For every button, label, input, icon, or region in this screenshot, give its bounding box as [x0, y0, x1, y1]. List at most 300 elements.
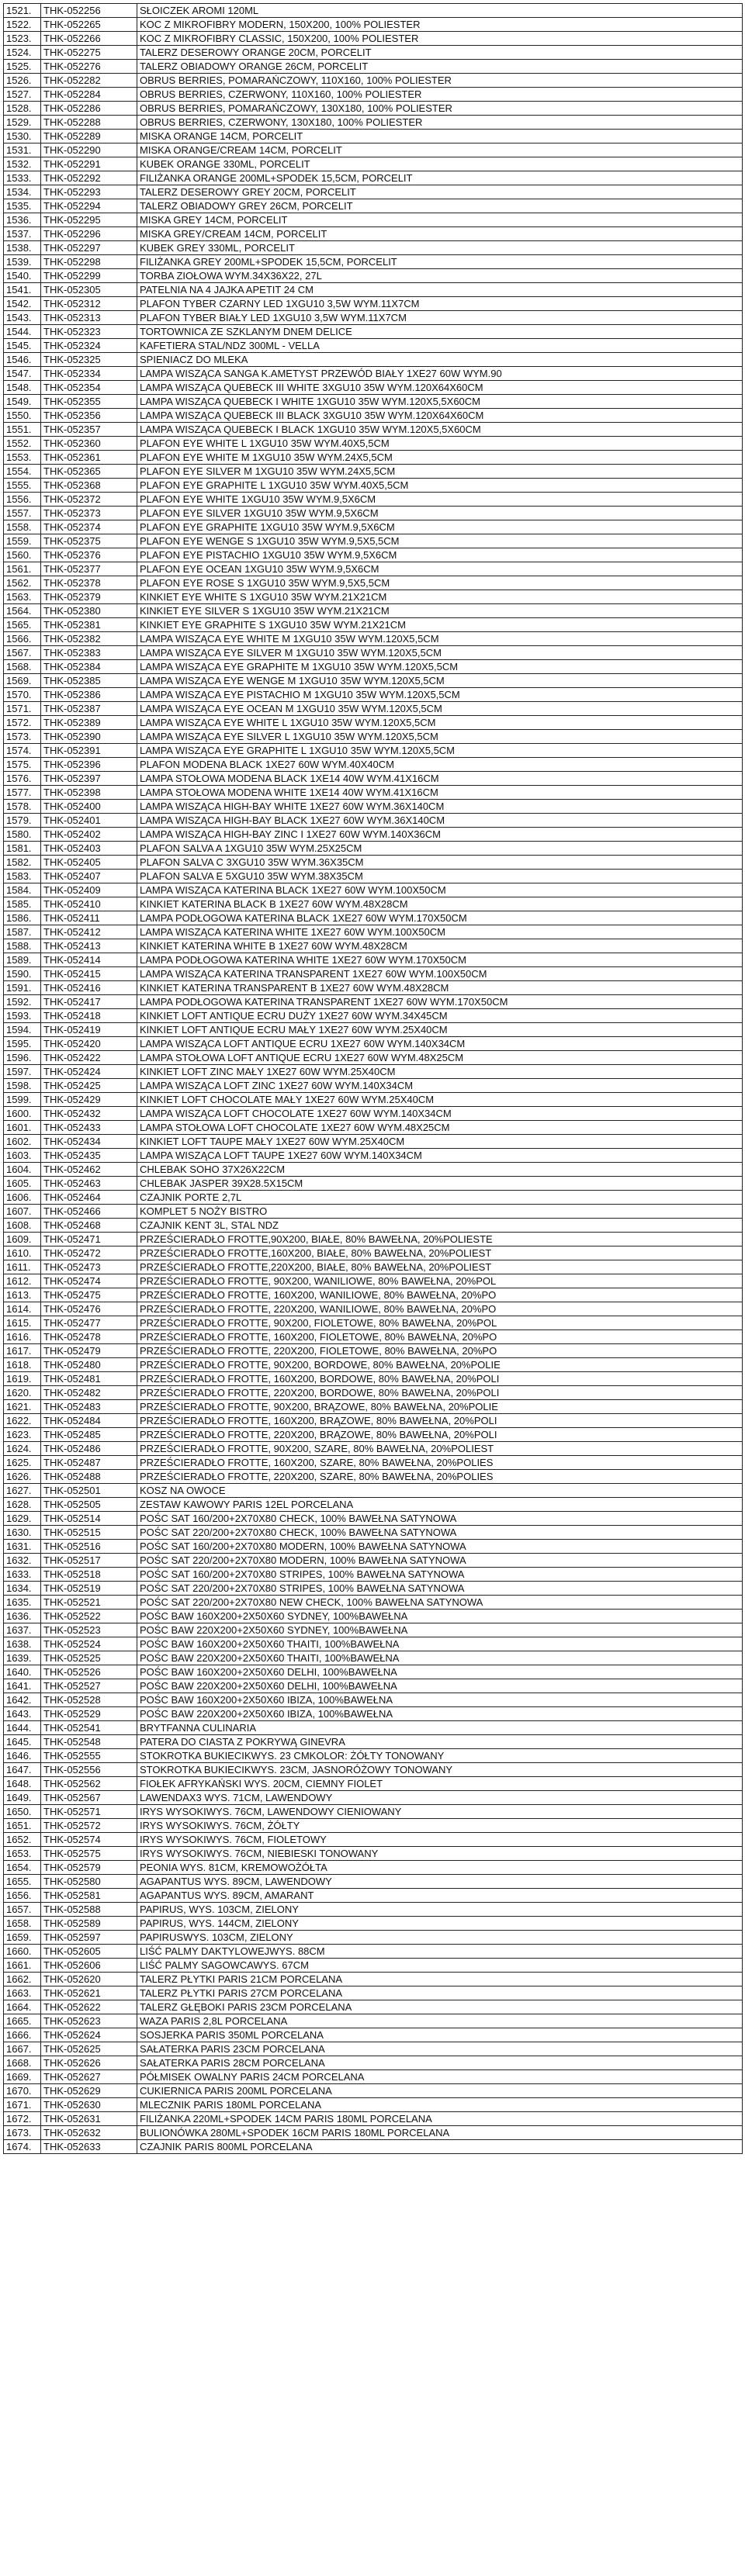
table-row — [4, 102, 743, 116]
row-number: 1533. — [4, 171, 41, 185]
table-row — [4, 1623, 743, 1637]
table-row — [4, 1777, 743, 1791]
product-description: PLAFON EYE SILVER M 1XGU10 35W WYM.24X5,5CM — [137, 465, 743, 479]
product-code: THK-052424 — [41, 1065, 137, 1079]
product-code: THK-052356 — [41, 409, 137, 423]
product-code: THK-052476 — [41, 1302, 137, 1316]
row-number: 1585. — [4, 897, 41, 911]
table-row — [4, 88, 743, 102]
product-code: THK-052305 — [41, 283, 137, 297]
product-code: THK-052355 — [41, 395, 137, 409]
row-number: 1601. — [4, 1121, 41, 1135]
product-description: KINKIET LOFT TAUPE MAŁY 1XE27 60W WYM.25X40CM — [137, 1135, 743, 1149]
table-row — [4, 507, 743, 520]
table-row — [4, 1512, 743, 1526]
table-row — [4, 1917, 743, 1931]
product-code: THK-052462 — [41, 1163, 137, 1177]
product-code: THK-052384 — [41, 660, 137, 674]
product-code: THK-052433 — [41, 1121, 137, 1135]
product-code: THK-052414 — [41, 953, 137, 967]
table-row — [4, 1260, 743, 1274]
product-description: TORTOWNICA ZE SZKLANYM DNEM DELICE — [137, 325, 743, 339]
table-row — [4, 2014, 743, 2028]
table-row — [4, 1540, 743, 1554]
row-number: 1621. — [4, 1400, 41, 1414]
product-code: THK-052487 — [41, 1456, 137, 1470]
row-number: 1595. — [4, 1037, 41, 1051]
row-number: 1650. — [4, 1805, 41, 1819]
row-number: 1553. — [4, 451, 41, 465]
row-number: 1605. — [4, 1177, 41, 1191]
product-code: THK-052325 — [41, 353, 137, 367]
product-description: PRZEŚCIERADŁO FROTTE,220X200, BIAŁE, 80% BAWEŁNA, 20%POLIEST — [137, 1260, 743, 1274]
row-number: 1547. — [4, 367, 41, 381]
product-description: PLAFON EYE ROSE S 1XGU10 35W WYM.9,5X5,5CM — [137, 576, 743, 590]
row-number: 1536. — [4, 213, 41, 227]
product-description: LAMPA WISZĄCA SANGA K.AMETYST PRZEWÓD BIAŁY 1XE27 60W WYM.90 — [137, 367, 743, 381]
product-code: THK-052409 — [41, 883, 137, 897]
row-number: 1591. — [4, 981, 41, 995]
product-code: THK-052527 — [41, 1679, 137, 1693]
product-code: THK-052375 — [41, 534, 137, 548]
product-code: THK-052480 — [41, 1358, 137, 1372]
product-code: THK-052623 — [41, 2014, 137, 2028]
row-number: 1560. — [4, 548, 41, 562]
table-row — [4, 311, 743, 325]
product-description: LAMPA WISZĄCA EYE PISTACHIO M 1XGU10 35W WYM.120X5,5CM — [137, 688, 743, 702]
product-description: PRZEŚCIERADŁO FROTTE, 220X200, BORDOWE, 80% BAWEŁNA, 20%POLI — [137, 1386, 743, 1400]
table-row — [4, 74, 743, 88]
row-number: 1546. — [4, 353, 41, 367]
row-number: 1613. — [4, 1288, 41, 1302]
product-description: LAMPA WISZĄCA LOFT ZINC 1XE27 60W WYM.140X34CM — [137, 1079, 743, 1093]
product-description: POŚC BAW 160X200+2X50X60 DELHI, 100%BAWEŁNA — [137, 1665, 743, 1679]
row-number: 1594. — [4, 1023, 41, 1037]
table-row — [4, 1288, 743, 1302]
table-row — [4, 1582, 743, 1596]
row-number: 1575. — [4, 758, 41, 772]
product-code: THK-052417 — [41, 995, 137, 1009]
product-description: PRZEŚCIERADŁO FROTTE, 160X200, WANILIOWE, 80% BAWEŁNA, 20%PO — [137, 1288, 743, 1302]
row-number: 1580. — [4, 828, 41, 842]
product-description: POŚC SAT 160/200+2X70X80 CHECK, 100% BAWEŁNA SATYNOWA — [137, 1512, 743, 1526]
product-description: CHLEBAK SOHO 37X26X22CM — [137, 1163, 743, 1177]
product-description: MISKA ORANGE 14CM, PORCELIT — [137, 130, 743, 143]
product-description: KINKIET LOFT ZINC MAŁY 1XE27 60W WYM.25X40CM — [137, 1065, 743, 1079]
product-code: THK-052574 — [41, 1833, 137, 1847]
product-code: THK-052422 — [41, 1051, 137, 1065]
row-number: 1625. — [4, 1456, 41, 1470]
table-row — [4, 171, 743, 185]
product-code: THK-052597 — [41, 1931, 137, 1945]
table-row — [4, 1344, 743, 1358]
product-description: PRZEŚCIERADŁO FROTTE, 160X200, SZARE, 80% BAWEŁNA, 20%POLIES — [137, 1456, 743, 1470]
table-row — [4, 60, 743, 74]
product-description: LAMPA WISZĄCA EYE WENGE M 1XGU10 35W WYM.120X5,5CM — [137, 674, 743, 688]
table-row — [4, 451, 743, 465]
product-description: LAMPA PODŁOGOWA KATERINA BLACK 1XE27 60W WYM.170X50CM — [137, 911, 743, 925]
product-description: OBRUS BERRIES, POMARAŃCZOWY, 110X160, 100% POLIESTER — [137, 74, 743, 88]
product-code: THK-052621 — [41, 1986, 137, 2000]
table-row — [4, 395, 743, 409]
row-number: 1622. — [4, 1414, 41, 1428]
product-code: THK-052402 — [41, 828, 137, 842]
table-row — [4, 32, 743, 46]
product-code: THK-052517 — [41, 1554, 137, 1568]
product-description: SŁOICZEK AROMI 120ML — [137, 4, 743, 18]
product-code: THK-052481 — [41, 1372, 137, 1386]
row-number: 1569. — [4, 674, 41, 688]
product-code: THK-052466 — [41, 1205, 137, 1219]
product-table — [3, 3, 743, 2154]
row-number: 1530. — [4, 130, 41, 143]
product-code: THK-052474 — [41, 1274, 137, 1288]
product-description: LIŚĆ PALMY DAKTYLOWEJWYS. 88CM — [137, 1945, 743, 1959]
table-row — [4, 716, 743, 730]
product-description: POŚC SAT 160/200+2X70X80 MODERN, 100% BAWEŁNA SATYNOWA — [137, 1540, 743, 1554]
product-description: FILIŻANKA ORANGE 200ML+SPODEK 15,5CM, PORCELIT — [137, 171, 743, 185]
row-number: 1529. — [4, 116, 41, 130]
product-code: THK-052622 — [41, 2000, 137, 2014]
row-number: 1670. — [4, 2084, 41, 2098]
row-number: 1655. — [4, 1875, 41, 1889]
row-number: 1674. — [4, 2140, 41, 2154]
table-row — [4, 1079, 743, 1093]
row-number: 1630. — [4, 1526, 41, 1540]
table-row — [4, 981, 743, 995]
row-number: 1661. — [4, 1959, 41, 1973]
product-code: THK-052514 — [41, 1512, 137, 1526]
table-row — [4, 1358, 743, 1372]
row-number: 1623. — [4, 1428, 41, 1442]
row-number: 1602. — [4, 1135, 41, 1149]
table-row — [4, 493, 743, 507]
product-description: LAMPA WISZĄCA KATERINA TRANSPARENT 1XE27 60W WYM.100X50CM — [137, 967, 743, 981]
product-code: THK-052588 — [41, 1903, 137, 1917]
table-row — [4, 939, 743, 953]
table-row — [4, 1177, 743, 1191]
product-code: THK-052275 — [41, 46, 137, 60]
product-code: THK-052410 — [41, 897, 137, 911]
table-row — [4, 1735, 743, 1749]
table-row — [4, 1973, 743, 1986]
table-row — [4, 744, 743, 758]
row-number: 1550. — [4, 409, 41, 423]
product-description: KOMPLET 5 NOŻY BISTRO — [137, 1205, 743, 1219]
row-number: 1615. — [4, 1316, 41, 1330]
product-description: PATERA DO CIASTA Z POKRYWĄ GINEVRA — [137, 1735, 743, 1749]
table-row — [4, 870, 743, 883]
table-row — [4, 1805, 743, 1819]
row-number: 1572. — [4, 716, 41, 730]
product-code: THK-052361 — [41, 451, 137, 465]
product-description: KAFETIERA STAL/NDZ 300ML - VELLA — [137, 339, 743, 353]
product-code: THK-052418 — [41, 1009, 137, 1023]
row-number: 1540. — [4, 269, 41, 283]
product-description: LAMPA WISZĄCA QUEBECK III BLACK 3XGU10 35W WYM.120X64X60CM — [137, 409, 743, 423]
product-code: THK-052567 — [41, 1791, 137, 1805]
product-description: SAŁATERKA PARIS 28CM PORCELANA — [137, 2056, 743, 2070]
table-row — [4, 1931, 743, 1945]
product-description: PRZEŚCIERADŁO FROTTE, 220X200, BRĄZOWE, 80% BAWEŁNA, 20%POLI — [137, 1428, 743, 1442]
product-description: PLAFON EYE OCEAN 1XGU10 35W WYM.9,5X6CM — [137, 562, 743, 576]
row-number: 1527. — [4, 88, 41, 102]
row-number: 1563. — [4, 590, 41, 604]
table-row — [4, 1554, 743, 1568]
product-code: THK-052482 — [41, 1386, 137, 1400]
product-description: ZESTAW KAWOWY PARIS 12EL PORCELANA — [137, 1498, 743, 1512]
product-code: THK-052420 — [41, 1037, 137, 1051]
row-number: 1632. — [4, 1554, 41, 1568]
product-description: PLAFON EYE GRAPHITE L 1XGU10 35W WYM.40X5,5CM — [137, 479, 743, 493]
product-description: CZAJNIK KENT 3L, STAL NDZ — [137, 1219, 743, 1233]
product-description: LAMPA WISZĄCA EYE GRAPHITE M 1XGU10 35W WYM.120X5,5CM — [137, 660, 743, 674]
table-row — [4, 437, 743, 451]
table-row — [4, 646, 743, 660]
row-number: 1528. — [4, 102, 41, 116]
product-description: OBRUS BERRIES, POMARAŃCZOWY, 130X180, 100% POLIESTER — [137, 102, 743, 116]
product-description: POŚC BAW 160X200+2X50X60 SYDNEY, 100%BAWEŁNA — [137, 1610, 743, 1623]
table-row — [4, 1749, 743, 1763]
table-row — [4, 520, 743, 534]
row-number: 1624. — [4, 1442, 41, 1456]
product-description: PRZEŚCIERADŁO FROTTE, 220X200, FIOLETOWE, 80% BAWEŁNA, 20%PO — [137, 1344, 743, 1358]
row-number: 1534. — [4, 185, 41, 199]
product-description: LIŚĆ PALMY SAGOWCAWYS. 67CM — [137, 1959, 743, 1973]
product-description: AGAPANTUS WYS. 89CM, AMARANT — [137, 1889, 743, 1903]
product-code: THK-052572 — [41, 1819, 137, 1833]
product-code: THK-052386 — [41, 688, 137, 702]
row-number: 1590. — [4, 967, 41, 981]
table-row — [4, 632, 743, 646]
table-row — [4, 897, 743, 911]
row-number: 1557. — [4, 507, 41, 520]
product-description: IRYS WYSOKIWYS. 76CM, NIEBIESKI TONOWANY — [137, 1847, 743, 1861]
row-number: 1651. — [4, 1819, 41, 1833]
row-number: 1521. — [4, 4, 41, 18]
product-code: THK-052624 — [41, 2028, 137, 2042]
table-row — [4, 2042, 743, 2056]
product-code: THK-052632 — [41, 2126, 137, 2140]
product-code: THK-052631 — [41, 2112, 137, 2126]
row-number: 1673. — [4, 2126, 41, 2140]
product-description: KINKIET KATERINA TRANSPARENT B 1XE27 60W WYM.48X28CM — [137, 981, 743, 995]
table-row — [4, 1833, 743, 1847]
table-row — [4, 1135, 743, 1149]
product-description: KUBEK ORANGE 330ML, PORCELIT — [137, 157, 743, 171]
product-code: THK-052529 — [41, 1707, 137, 1721]
table-row — [4, 1247, 743, 1260]
product-description: LAMPA STOŁOWA MODENA BLACK 1XE14 40W WYM.41X16CM — [137, 772, 743, 786]
product-code: THK-052525 — [41, 1651, 137, 1665]
product-description: PRZEŚCIERADŁO FROTTE,160X200, BIAŁE, 80% BAWEŁNA, 20%POLIEST — [137, 1247, 743, 1260]
row-number: 1552. — [4, 437, 41, 451]
product-code: THK-052626 — [41, 2056, 137, 2070]
row-number: 1609. — [4, 1233, 41, 1247]
table-row — [4, 548, 743, 562]
product-description: TALERZ GŁĘBOKI PARIS 23CM PORCELANA — [137, 2000, 743, 2014]
product-description: PLAFON SALVA E 5XGU10 35W WYM.38X35CM — [137, 870, 743, 883]
product-code: THK-052377 — [41, 562, 137, 576]
product-description: POŚC BAW 160X200+2X50X60 IBIZA, 100%BAWEŁNA — [137, 1693, 743, 1707]
product-code: THK-052365 — [41, 465, 137, 479]
product-description: PRZEŚCIERADŁO FROTTE, 160X200, FIOLETOWE, 80% BAWEŁNA, 20%PO — [137, 1330, 743, 1344]
product-description: POŚC BAW 220X200+2X50X60 IBIZA, 100%BAWEŁNA — [137, 1707, 743, 1721]
product-description: LAMPA STOŁOWA MODENA WHITE 1XE14 40W WYM.41X16CM — [137, 786, 743, 800]
product-code: THK-052398 — [41, 786, 137, 800]
row-number: 1542. — [4, 297, 41, 311]
product-description: KUBEK GREY 330ML, PORCELIT — [137, 241, 743, 255]
product-description: BRYTFANNA CULINARIA — [137, 1721, 743, 1735]
product-code: THK-052396 — [41, 758, 137, 772]
row-number: 1648. — [4, 1777, 41, 1791]
product-code: THK-052435 — [41, 1149, 137, 1163]
row-number: 1611. — [4, 1260, 41, 1274]
row-number: 1656. — [4, 1889, 41, 1903]
product-code: THK-052313 — [41, 311, 137, 325]
table-row — [4, 856, 743, 870]
product-code: THK-052374 — [41, 520, 137, 534]
product-code: THK-052373 — [41, 507, 137, 520]
product-code: THK-052297 — [41, 241, 137, 255]
row-number: 1549. — [4, 395, 41, 409]
table-row — [4, 381, 743, 395]
table-row — [4, 283, 743, 297]
row-number: 1573. — [4, 730, 41, 744]
product-description: LAWENDAX3 WYS. 71CM, LAWENDOWY — [137, 1791, 743, 1805]
product-description: FIOŁEK AFRYKAŃSKI WYS. 20CM, CIEMNY FIOLET — [137, 1777, 743, 1791]
product-code: THK-052299 — [41, 269, 137, 283]
row-number: 1544. — [4, 325, 41, 339]
row-number: 1666. — [4, 2028, 41, 2042]
product-code: THK-052397 — [41, 772, 137, 786]
table-row — [4, 1875, 743, 1889]
product-code: THK-052387 — [41, 702, 137, 716]
product-code: THK-052401 — [41, 814, 137, 828]
row-number: 1526. — [4, 74, 41, 88]
row-number: 1663. — [4, 1986, 41, 2000]
product-code: THK-052415 — [41, 967, 137, 981]
product-description: LAMPA WISZĄCA HIGH-BAY ZINC I 1XE27 60W WYM.140X36CM — [137, 828, 743, 842]
row-number: 1577. — [4, 786, 41, 800]
product-code: THK-052378 — [41, 576, 137, 590]
row-number: 1617. — [4, 1344, 41, 1358]
product-description: BULIONÓWKA 280ML+SPODEK 16CM PARIS 180ML PORCELANA — [137, 2126, 743, 2140]
product-code: THK-052292 — [41, 171, 137, 185]
product-description: LAMPA WISZĄCA EYE WHITE M 1XGU10 35W WYM.120X5,5CM — [137, 632, 743, 646]
row-number: 1664. — [4, 2000, 41, 2014]
product-description: LAMPA WISZĄCA EYE OCEAN M 1XGU10 35W WYM.120X5,5CM — [137, 702, 743, 716]
product-code: THK-052471 — [41, 1233, 137, 1247]
product-description: KOC Z MIKROFIBRY MODERN, 150X200, 100% POLIESTER — [137, 18, 743, 32]
table-row — [4, 800, 743, 814]
table-row — [4, 1721, 743, 1735]
product-code: THK-052266 — [41, 32, 137, 46]
product-description: TALERZ OBIADOWY GREY 26CM, PORCELIT — [137, 199, 743, 213]
row-number: 1606. — [4, 1191, 41, 1205]
product-description: PAPIRUS, WYS. 103CM, ZIELONY — [137, 1903, 743, 1917]
row-number: 1559. — [4, 534, 41, 548]
row-number: 1551. — [4, 423, 41, 437]
product-description: POŚC BAW 220X200+2X50X60 SYDNEY, 100%BAWEŁNA — [137, 1623, 743, 1637]
product-code: THK-052298 — [41, 255, 137, 269]
product-description: FILIŻANKA 220ML+SPODEK 14CM PARIS 180ML PORCELANA — [137, 2112, 743, 2126]
product-code: THK-052541 — [41, 1721, 137, 1735]
row-number: 1599. — [4, 1093, 41, 1107]
table-row — [4, 297, 743, 311]
product-description: TORBA ZIOŁOWA WYM.34X36X22, 27L — [137, 269, 743, 283]
table-row — [4, 185, 743, 199]
product-table-body — [4, 4, 743, 2154]
product-code: THK-052391 — [41, 744, 137, 758]
product-description: PLAFON EYE SILVER 1XGU10 35W WYM.9,5X6CM — [137, 507, 743, 520]
row-number: 1660. — [4, 1945, 41, 1959]
product-code: THK-052486 — [41, 1442, 137, 1456]
row-number: 1588. — [4, 939, 41, 953]
row-number: 1578. — [4, 800, 41, 814]
product-code: THK-052478 — [41, 1330, 137, 1344]
product-description: PLAFON EYE WHITE 1XGU10 35W WYM.9,5X6CM — [137, 493, 743, 507]
table-row — [4, 479, 743, 493]
product-description: LAMPA PODŁOGOWA KATERINA WHITE 1XE27 60W WYM.170X50CM — [137, 953, 743, 967]
product-description: POŚC SAT 220/200+2X70X80 STRIPES, 100% BAWEŁNA SATYNOWA — [137, 1582, 743, 1596]
row-number: 1562. — [4, 576, 41, 590]
product-code: THK-052296 — [41, 227, 137, 241]
row-number: 1586. — [4, 911, 41, 925]
row-number: 1657. — [4, 1903, 41, 1917]
row-number: 1523. — [4, 32, 41, 46]
table-row — [4, 1693, 743, 1707]
product-description: POŚC SAT 220/200+2X70X80 MODERN, 100% BAWEŁNA SATYNOWA — [137, 1554, 743, 1568]
table-row — [4, 2126, 743, 2140]
product-code: THK-052468 — [41, 1219, 137, 1233]
product-description: CHLEBAK JASPER 39X28.5X15CM — [137, 1177, 743, 1191]
product-description: PRZEŚCIERADŁO FROTTE, 160X200, BORDOWE, 80% BAWEŁNA, 20%POLI — [137, 1372, 743, 1386]
product-description: KOSZ NA OWOCE — [137, 1484, 743, 1498]
row-number: 1598. — [4, 1079, 41, 1093]
table-row — [4, 1037, 743, 1051]
product-description: LAMPA WISZĄCA HIGH-BAY BLACK 1XE27 60W WYM.36X140CM — [137, 814, 743, 828]
table-row — [4, 18, 743, 32]
table-row — [4, 1121, 743, 1135]
product-code: THK-052555 — [41, 1749, 137, 1763]
product-code: THK-052522 — [41, 1610, 137, 1623]
product-code: THK-052312 — [41, 297, 137, 311]
product-code: THK-052385 — [41, 674, 137, 688]
product-description: LAMPA WISZĄCA KATERINA BLACK 1XE27 60W WYM.100X50CM — [137, 883, 743, 897]
table-row — [4, 143, 743, 157]
product-code: THK-052472 — [41, 1247, 137, 1260]
product-code: THK-052606 — [41, 1959, 137, 1973]
table-row — [4, 1861, 743, 1875]
row-number: 1583. — [4, 870, 41, 883]
table-row — [4, 925, 743, 939]
product-description: LAMPA STOŁOWA LOFT CHOCOLATE 1XE27 60W WYM.48X25CM — [137, 1121, 743, 1135]
product-description: PEONIA WYS. 81CM, KREMOWOŻÓŁTA — [137, 1861, 743, 1875]
table-row — [4, 4, 743, 18]
product-code: THK-052382 — [41, 632, 137, 646]
row-number: 1584. — [4, 883, 41, 897]
row-number: 1603. — [4, 1149, 41, 1163]
table-row — [4, 1945, 743, 1959]
row-number: 1574. — [4, 744, 41, 758]
row-number: 1653. — [4, 1847, 41, 1861]
row-number: 1597. — [4, 1065, 41, 1079]
product-code: THK-052620 — [41, 1973, 137, 1986]
product-description: CUKIERNICA PARIS 200ML PORCELANA — [137, 2084, 743, 2098]
product-code: THK-052381 — [41, 618, 137, 632]
product-code: THK-052526 — [41, 1665, 137, 1679]
